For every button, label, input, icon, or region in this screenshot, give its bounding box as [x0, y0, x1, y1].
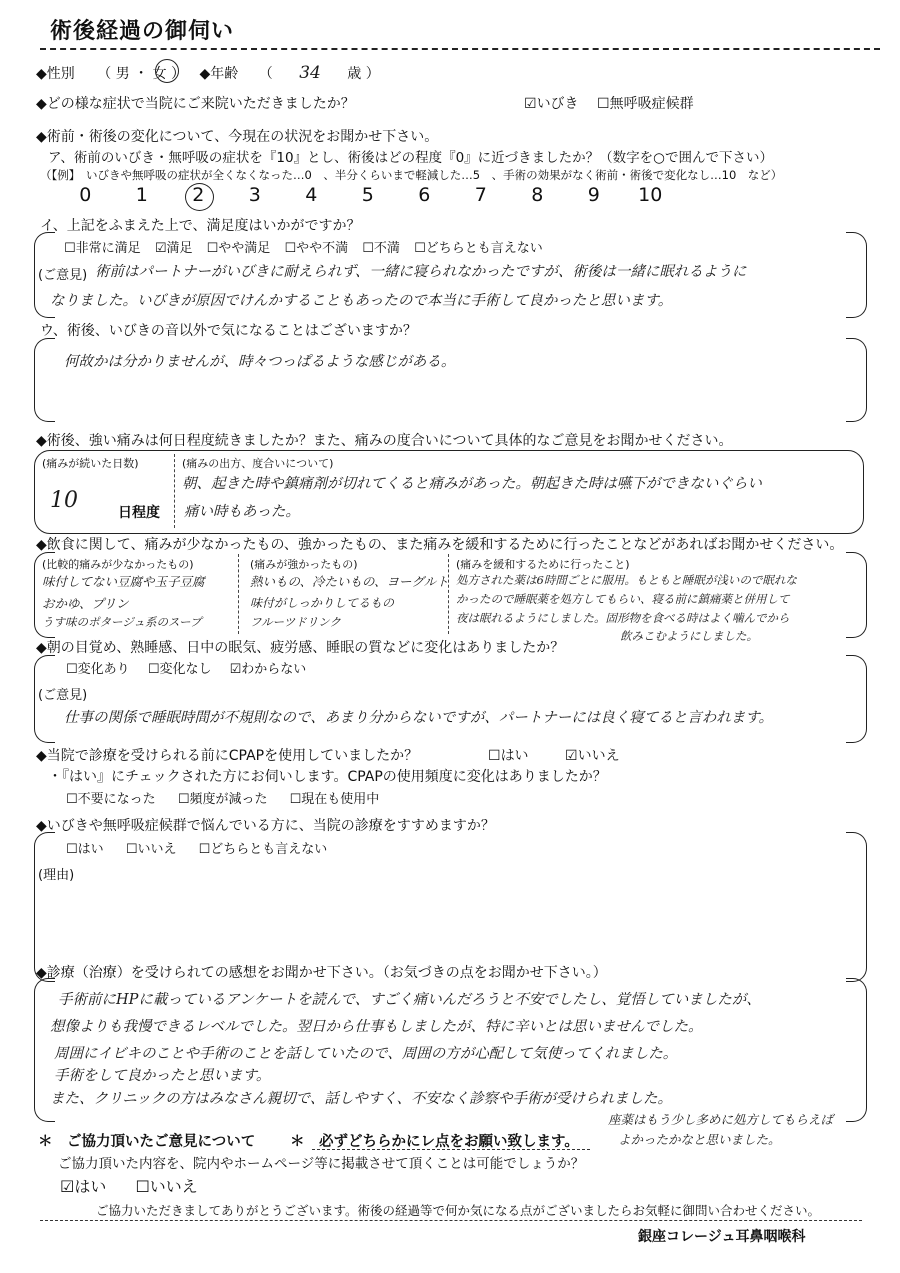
recommend-neither[interactable]: ☐どちらとも言えない [198, 842, 328, 857]
clinic-name: 銀座コレージュ耳鼻咽喉科 [638, 1229, 806, 1245]
scale-10[interactable]: 10 [638, 184, 663, 206]
food-col3-label: (痛みを緩和するために行ったこと) [456, 558, 630, 571]
impression-side-note-1: 座薬はもう少し多めに処方してもらえば [608, 1112, 834, 1127]
sleep-box-right [846, 655, 867, 743]
consent-heading-underline [312, 1149, 590, 1150]
impression-line-1: 手術前にHPに載っているアンケートを読んで、すごく痛いんだろうと不安でしたし、覚悟していましたが、 [58, 992, 761, 1008]
satisfaction-options [64, 237, 543, 256]
cpap-options [488, 745, 620, 765]
food-col3-line-4: 飲みこむようにしました。 [620, 629, 758, 643]
scale-0[interactable]: 0 [79, 184, 92, 206]
gender-label: ◆性別 [36, 66, 75, 82]
cpap-sub-options [66, 788, 379, 807]
gender-dot: ・ [134, 66, 149, 82]
pain-handwriting-2: 痛い時もあった。 [184, 504, 300, 520]
opt-very-satisfied[interactable]: ☐非常に満足 [64, 241, 141, 256]
other-handwriting: 何故かは分かりませんが、時々つっぱるような感じがある。 [64, 354, 456, 370]
apnea-checkbox[interactable]: ☐ [597, 96, 610, 112]
other-box-left [34, 338, 55, 422]
impression-box-right [846, 978, 867, 1122]
recommend-box-left [34, 832, 55, 982]
impression-line-4: 手術をして良かったと思います。 [54, 1068, 271, 1084]
food-col1-line-2: おかゆ、プリン [42, 596, 129, 611]
other-box-right [846, 338, 867, 422]
apnea-label: 無呼吸症候群 [609, 96, 694, 112]
food-divider-1 [238, 554, 239, 634]
cpap-opt-reduced[interactable]: ☐頻度が減った [177, 792, 268, 807]
symptom-options [524, 93, 694, 113]
scale-row [57, 184, 679, 206]
opt-satisfied[interactable]: ☑満足 [154, 241, 193, 256]
footer-underline [40, 1220, 862, 1221]
age-value[interactable]: 34 [299, 63, 321, 83]
scale-9[interactable]: 9 [587, 184, 600, 206]
impression-side-note-2: よかったかなと思いました。 [618, 1132, 781, 1147]
opt-somewhat-satisfied[interactable]: ☐やや満足 [206, 241, 271, 256]
cpap-sub-question: ・『はい』にチェックされた方にお伺いします。CPAPの使用頻度に変化はありましたか？ [48, 769, 607, 785]
scale-2[interactable]: 2 [192, 184, 205, 206]
consent-yes[interactable]: ☑はい [60, 1177, 107, 1196]
consent-heading-1: ＊ ご協力頂いたご意見について [38, 1134, 256, 1150]
snoring-checkbox[interactable]: ☑ [524, 96, 537, 112]
recommend-options [66, 838, 327, 857]
scale-5[interactable]: 5 [361, 184, 374, 206]
impression-question: ◆診療（治療）を受けられての感想をお聞かせ下さい。（お気づきの点をお聞かせ下さい。） [36, 965, 607, 981]
pain-divider [174, 454, 175, 528]
food-divider-2 [448, 554, 449, 634]
satisfaction-question: イ、上記をふまえた上で、満足度はいかがですか？ [40, 218, 361, 234]
cpap-question: ◆当院で診療を受けられる前にCPAPを使用していましたか？ [36, 748, 419, 764]
opt-somewhat-unsatisfied[interactable]: ☐やや不満 [284, 241, 349, 256]
food-col2-line-3: フルーツドリンク [250, 615, 341, 629]
gender-line: ◆性別 （ 男 ・ 女 ） ◆年齢 （ 34 歳 ） [36, 63, 380, 83]
consent-no[interactable]: ☐いいえ [135, 1177, 198, 1196]
pain-detail-label: (痛みの出方、度合いについて) [182, 457, 334, 470]
pain-days-value[interactable]: 10 [50, 488, 78, 513]
consent-options [60, 1174, 198, 1197]
snoring-label: いびき [536, 96, 579, 112]
age-label: ◆年齢 [199, 66, 239, 82]
cpap-yes[interactable]: ☐はい [488, 748, 529, 764]
recommend-yes[interactable]: ☐はい [66, 842, 104, 857]
sleep-opinion-label: (ご意見) [38, 688, 88, 703]
scale-selected-circle [185, 183, 214, 211]
food-col3-line-2: かったので睡眠薬を処方してもらい、寝る前に鎮痛薬と併用して [456, 592, 790, 606]
satisfaction-opinion-label: (ご意見) [38, 268, 88, 283]
cpap-opt-unneeded[interactable]: ☐不要になった [66, 792, 156, 807]
food-col1-line-3: うす味のポタージュ系のスープ [42, 615, 202, 629]
recommend-no[interactable]: ☐いいえ [125, 842, 177, 857]
recommend-box-right [846, 832, 867, 982]
pain-days-label: (痛みが続いた日数) [42, 457, 139, 470]
pain-question: ◆術後、強い痛みは何日程度続きましたか？また、痛みの度合いについて具体的なご意見をお聞かせください。 [36, 433, 733, 449]
change-question: ◆術前・術後の変化について、今現在の状況をお聞かせ下さい。 [36, 129, 439, 145]
impression-line-2: 想像よりも我慢できるレベルでした。翌日から仕事もしましたが、特に辛いとは思いませんでした。 [50, 1019, 703, 1035]
satisfaction-handwriting-1: 術前はパートナーがいびきに耐えられず、一緒に寝られなかったですが、術後は一緒に眠れるように [95, 264, 747, 280]
pain-days-unit: 日程度 [118, 505, 160, 521]
cpap-opt-still-using[interactable]: ☐現在も使用中 [289, 792, 380, 807]
impression-line-3: 周囲にイビキのことや手術のことを話していたので、周囲の方が心配して気使ってくれました。 [54, 1046, 678, 1062]
female-circle [152, 59, 179, 83]
recommend-reason-label: (理由) [38, 868, 75, 883]
scale-3[interactable]: 3 [248, 184, 261, 206]
opt-neither[interactable]: ☐どちらとも言えない [414, 241, 543, 256]
change-sub-a: ア、術前のいびき・無呼吸の症状を『10』とし、術後はどの程度『0』に近づきましたか？（数字を○で囲んで下さい） [48, 150, 773, 166]
recommend-question: ◆いびきや無呼吸症候群で悩んでいる方に、当院の診療をすすめますか？ [36, 818, 495, 834]
opt-unsatisfied[interactable]: ☐不満 [362, 241, 400, 256]
food-col2-label: (痛みが強かったもの) [250, 558, 358, 571]
page-title: 術後経過の御伺い [50, 19, 235, 44]
cpap-no[interactable]: ☑いいえ [565, 748, 620, 764]
sleep-handwriting: 仕事の関係で睡眠時間が不規則なので、あまり分からないですが、パートナーには良く寝てると言われます。 [64, 710, 774, 726]
food-col3-line-3: 夜は眠れるようにしました。固形物を食べる時はよく噛んでから [456, 611, 790, 625]
food-box-right [846, 552, 867, 638]
food-question: ◆飲食に関して、痛みが少なかったもの、強かったもの、また痛みを緩和するために行ったことなどがあればお聞かせください。 [36, 537, 844, 553]
food-col3-line-1: 処方された薬は6時間ごとに服用。もともと睡眠が浅いので眠れな [456, 573, 797, 587]
consent-question: ご協力頂いた内容を、院内やホームページ等に掲載させて頂くことは可能でしょうか？ [58, 1156, 585, 1172]
scale-7[interactable]: 7 [474, 184, 487, 206]
title-underline [40, 48, 880, 50]
scale-6[interactable]: 6 [418, 184, 431, 206]
sleep-options [66, 658, 306, 677]
food-col1-line-1: 味付してない豆腐や玉子豆腐 [42, 574, 205, 589]
consent-heading-2: ＊ 必ずどちらかにレ点をお願い致します。 [290, 1134, 579, 1150]
sleep-question: ◆朝の目覚め、熟睡感、日中の眠気、疲労感、睡眠の質などに変化はありましたか？ [36, 640, 565, 656]
other-question: ウ、術後、いびきの音以外で気になることはございますか？ [40, 323, 417, 339]
footer-thanks: ご協力いただきましてありがとうございます。術後の経過等で何か気になる点がございましたらお気軽に御問い合わせください。 [96, 1203, 821, 1218]
gender-male[interactable]: 男 [115, 66, 130, 82]
food-col2-line-2: 味付がしっかりしてるもの [250, 596, 395, 610]
pain-handwriting-1: 朝、起きた時や鎮痛剤が切れてくると痛みがあった。朝起きた時は嚥下ができないぐらい [182, 476, 762, 492]
change-example: （【例】 いびきや無呼吸の症状が全くなくなった…0 、半分くらいまで軽減した…5 、手術の効果がなく術前・術後で変化なし…10 など） [40, 168, 783, 182]
food-col1-label: (比較的痛みが少なかったもの) [42, 558, 194, 571]
scale-8[interactable]: 8 [531, 184, 544, 206]
scale-1[interactable]: 1 [135, 184, 148, 206]
sleep-opt-unknown[interactable]: ☑わからない [229, 662, 307, 677]
scale-4[interactable]: 4 [305, 184, 318, 206]
symptom-question: ◆どの様な症状で当院にご来院いただきましたか？ [36, 96, 355, 112]
sleep-opt-unchanged[interactable]: ☐変化なし [147, 662, 212, 677]
gender-female[interactable]: 女 [152, 66, 167, 82]
sleep-opt-changed[interactable]: ☐変化あり [66, 662, 130, 677]
satisfaction-box-right [846, 232, 867, 318]
food-col2-line-1: 熱いもの、冷たいもの、ヨーグルト [250, 574, 449, 589]
satisfaction-handwriting-2: なりました。いびきが原因でけんかすることもあったので本当に手術して良かったと思います。 [50, 293, 673, 309]
impression-line-5: また、クリニックの方はみなさん親切で、話しやすく、不安なく診察や手術が受けられました。 [50, 1091, 673, 1107]
age-unit: 歳 [347, 66, 362, 82]
